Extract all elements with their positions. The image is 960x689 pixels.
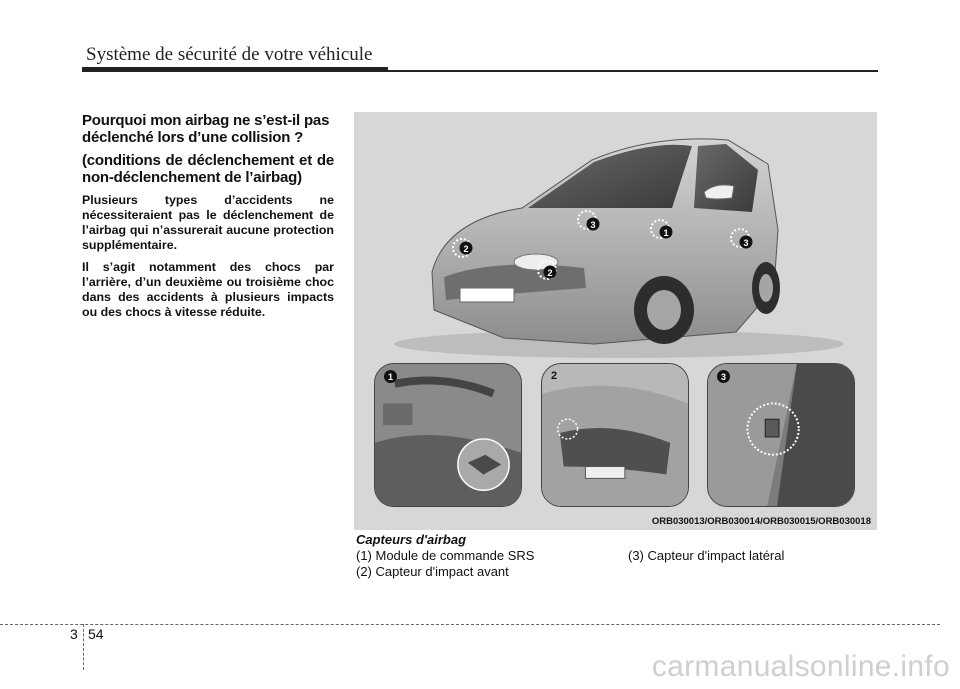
b-pillar-illustration: [708, 364, 854, 506]
chapter-number: 3: [70, 626, 78, 642]
paragraph-1: Plusieurs types d’accidents ne nécessiteraient pas le déclenchement de l’airbag qui n’assurerait aucune protection supplémentaire.: [82, 193, 334, 252]
inset-side-sensor: [707, 363, 855, 507]
section-question: Pourquoi mon airbag ne s’est-il pas déclenché lors d’une collision ?: [82, 112, 330, 146]
footer-rule: [0, 624, 940, 625]
page-header-title: Système de sécurité de votre véhicule: [86, 44, 373, 65]
figure-code: ORB030013/ORB030014/ORB030015/ORB030018: [651, 516, 871, 527]
page-number: 54: [88, 626, 104, 642]
inset-badge-1: 1: [384, 370, 397, 383]
marker-label-3a: 3: [590, 220, 596, 230]
marker-label-2a: 2: [463, 244, 469, 254]
caption-item-3: (3) Capteur d'impact latéral: [628, 548, 785, 563]
header-rule-thick: [82, 67, 388, 72]
inset-label-2: 2: [551, 370, 558, 382]
watermark: carmanualsonline.info: [651, 650, 950, 683]
interior-console-illustration: [375, 364, 521, 506]
inset-front-sensor: [541, 363, 689, 507]
body-text-column: [82, 112, 334, 320]
car-illustration: [354, 112, 877, 362]
paragraph-2: Il s’agit notamment des chocs par l’arrière, d’un deuxième ou troisième choc dans des accidents à plusieurs impacts ou des chocs à vitesse réduite.: [82, 260, 334, 319]
caption-item-2: (2) Capteur d'impact avant: [356, 564, 509, 579]
marker-label-1: 1: [663, 228, 669, 238]
inset-badge-3: 3: [717, 370, 730, 383]
header-rule-thin: [388, 70, 878, 72]
airbag-sensor-figure: [354, 112, 877, 530]
footer-divider: [83, 624, 84, 670]
section-subtitle: (conditions de déclenchement et de non-déclenchement de l’airbag): [82, 152, 334, 186]
caption-title: Capteurs d'airbag: [356, 532, 467, 547]
caption-item-1: (1) Module de commande SRS: [356, 548, 535, 563]
marker-label-3b: 3: [743, 238, 749, 248]
marker-label-2b: 2: [547, 268, 553, 278]
figure-caption: [356, 532, 881, 580]
front-bumper-illustration: [542, 364, 688, 506]
inset-srs-module: [374, 363, 522, 507]
